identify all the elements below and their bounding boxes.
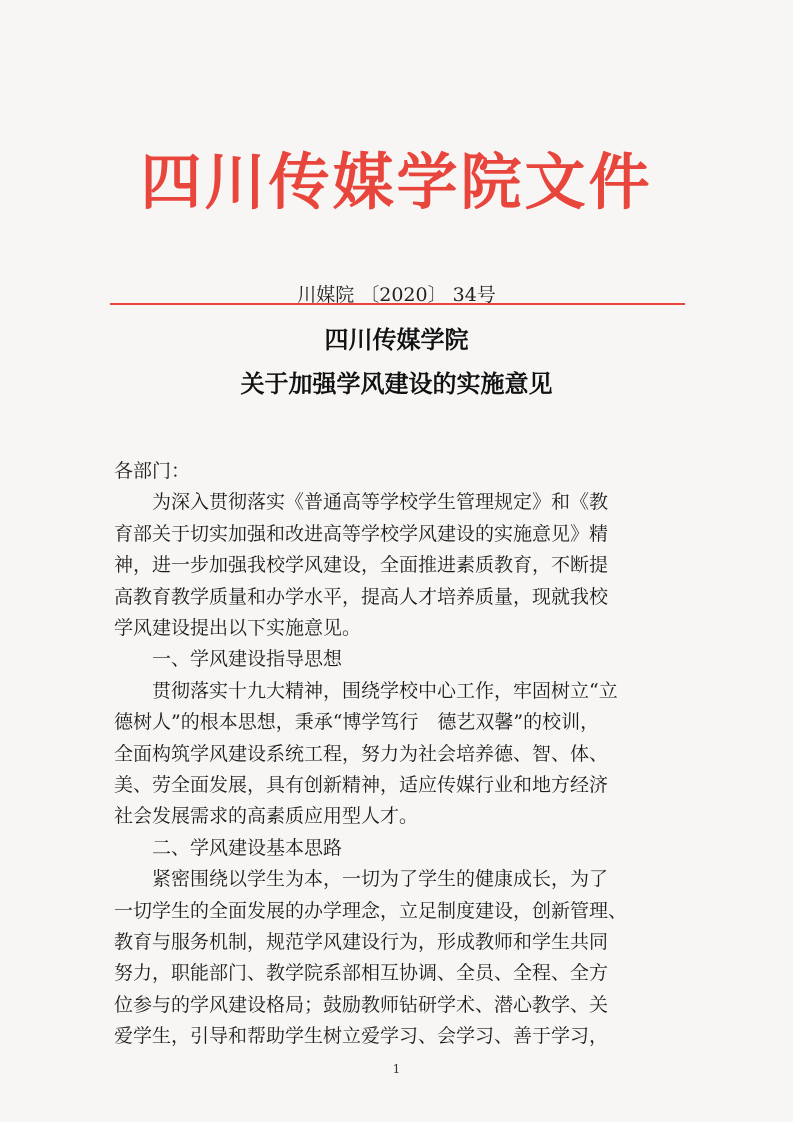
- body-line: 为深入贯彻落实《普通高等学校学生管理规定》和《教: [114, 491, 609, 514]
- body-line: 教育与服务机制，规范学风建设行为，形成教师和学生共同: [114, 931, 609, 953]
- masthead-title: 四川传媒学院文件: [140, 147, 653, 218]
- document-title-line-1: 四川传媒学院: [324, 325, 469, 354]
- section-heading: 二、学风建设基本思路: [114, 836, 343, 859]
- body-line: 贯彻落实十九大精神，围绕学校中心工作，牢固树立“立: [114, 679, 618, 702]
- body-line: 一切学生的全面发展的办学理念，立足制度建设，创新管理、: [114, 899, 628, 922]
- body-line: 各部门：: [114, 460, 191, 482]
- red-divider-line: [110, 303, 685, 305]
- page-number: 1: [392, 1062, 401, 1076]
- body-line: 神，进一步加强我校学风建设，全面推进素质教育，不断提: [114, 554, 609, 577]
- body-line: 全面构筑学风建设系统工程，努力为社会培养德、智、体、: [114, 742, 609, 765]
- body-line: 美、劳全面发展，具有创新精神，适应传媒行业和地方经济: [114, 774, 609, 796]
- document-number: 川媒院 〔2020〕 34号: [297, 284, 496, 306]
- body-line: 社会发展需求的高素质应用型人才。: [114, 805, 419, 828]
- body-line: 爱学生，引导和帮助学生树立爱学习、会学习、善于学习，: [114, 1025, 609, 1048]
- section-heading: 一、学风建设指导思想: [114, 648, 343, 671]
- body-line: 紧密围绕以学生为本，一切为了学生的健康成长，为了: [114, 868, 609, 891]
- body-line: 学风建设提出以下实施意见。: [114, 617, 362, 639]
- body-line: 高教育教学质量和办学水平，提高人才培养质量，现就我校: [114, 585, 609, 608]
- body-line: 位参与的学风建设格局；鼓励教师钻研学术、潜心教学、关: [114, 993, 609, 1016]
- body-line: 努力，职能部门、教学院系部相互协调、全员、全程、全方: [114, 962, 609, 985]
- body-line: 育部关于切实加强和改进高等学校学风建设的实施意见》精: [114, 522, 609, 545]
- body-line: 德树人”的根本思想，秉承“博学笃行 德艺双馨”的校训，: [114, 711, 600, 734]
- document-title-line-2: 关于加强学风建设的实施意见: [240, 369, 553, 398]
